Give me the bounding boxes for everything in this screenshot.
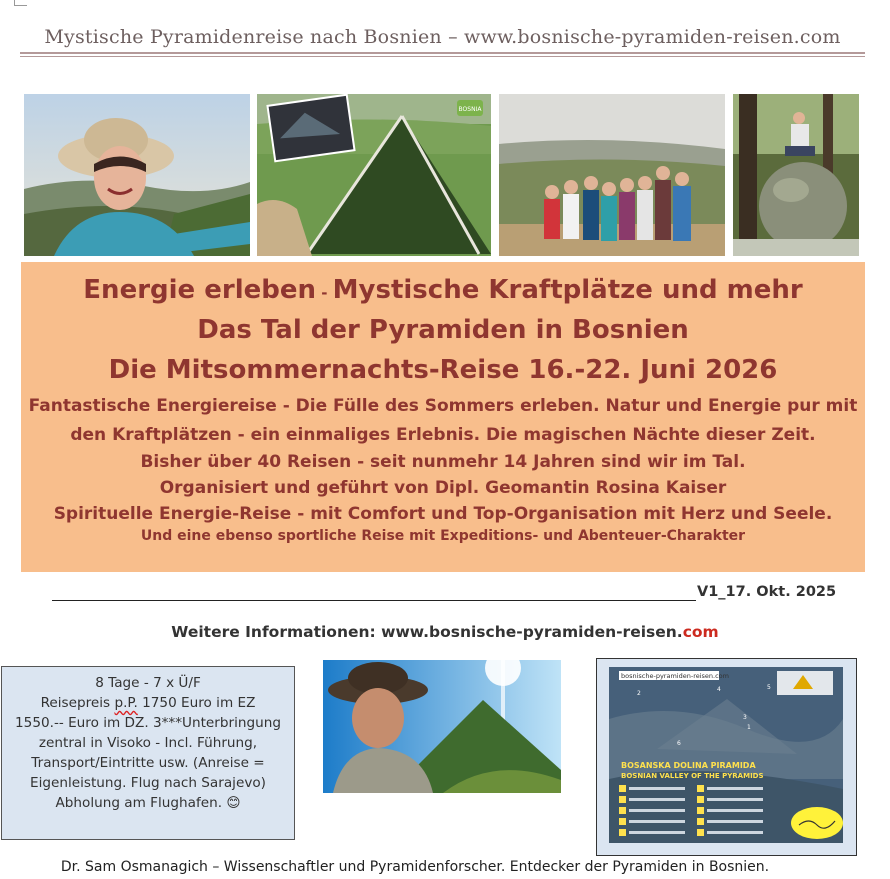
promo-headline-3: Die Mitsommernachts-Reise 16.-22. Juni 2026 xyxy=(108,355,778,385)
price-duration: 8 Tage - 7 x Ü/F xyxy=(95,675,201,691)
photo-sam-osmanagich xyxy=(323,660,561,793)
price-flight: Eigenleistung. Flug nach Sarajevo) xyxy=(29,775,266,791)
more-info-tld: com xyxy=(682,623,719,641)
price-double-room: 1550.-- Euro im DZ. 3***Unterbringung xyxy=(15,715,281,731)
price-label: Reisepreis xyxy=(40,695,115,711)
price-location: zentral in Visoko - Incl. Führung, xyxy=(38,735,258,751)
promo-line-8: Spirituelle Energie-Reise - mit Comfort und Top-Organisation mit Herz und Seele. xyxy=(53,504,833,524)
headline-energy: Energie erleben xyxy=(83,275,316,305)
map-url: bosnische-pyramiden-reisen.com xyxy=(621,672,729,680)
map-title-bosnian: BOSANSKA DOLINA PIRAMIDA xyxy=(621,761,756,770)
promo-line-9: Und eine ebenso sportliche Reise mit Expeditions- und Abenteuer-Charakter xyxy=(140,528,746,544)
photo-caption: Dr. Sam Osmanagich – Wissenschaftler und Pyramidenforscher. Entdecker der Pyramiden in Bosnien. xyxy=(60,859,770,875)
photo-pyramid-aerial xyxy=(257,94,491,256)
photo-guide-selfie xyxy=(24,94,250,256)
price-single-room xyxy=(2,695,294,711)
photo-travel-group xyxy=(499,94,725,256)
more-info-line xyxy=(0,623,890,641)
map-marker: 5 xyxy=(767,684,771,691)
promo-line-4: Fantastische Energiereise - Die Fülle des Sommers erleben. Natur und Energie pur mit xyxy=(28,396,858,416)
photo-pyramid-valley-map xyxy=(596,658,857,856)
version-label: V1_17. Okt. 2025 xyxy=(697,584,837,600)
page-header xyxy=(20,18,865,58)
map-marker: 1 xyxy=(747,724,751,731)
promo-line-7: Organisiert und geführt von Dipl. Geomantin Rosina Kaiser xyxy=(159,478,727,498)
promo-line-5: den Kraftplätzen - ein einmaliges Erlebnis. Die magischen Nächte dieser Zeit. xyxy=(70,425,816,445)
header-rule xyxy=(20,52,865,54)
promo-box xyxy=(21,262,865,572)
promo-headline-1 xyxy=(21,275,865,305)
price-single-value: 1750 Euro im EZ xyxy=(137,695,256,711)
promo-line-6: Bisher über 40 Reisen - seit nunmehr 14 Jahren sind wir im Tal. xyxy=(140,452,746,472)
version-row xyxy=(52,583,852,607)
map-title-english: BOSNIAN VALLEY OF THE PYRAMIDS xyxy=(621,772,764,780)
map-marker: 2 xyxy=(637,690,641,697)
map-marker: 4 xyxy=(717,686,721,693)
page-corner-mark xyxy=(14,0,27,6)
more-info-text: Weitere Informationen: www.bosnische-pyramiden-reisen. xyxy=(171,623,683,641)
map-marker: 6 xyxy=(677,740,681,747)
price-pickup: Abholung am Flughafen. 😊 xyxy=(55,795,241,811)
price-box xyxy=(1,666,295,840)
price-per-person: p.P. xyxy=(114,695,138,711)
version-underline xyxy=(52,600,696,601)
headline-places: Mystische Kraftplätze und mehr xyxy=(332,275,803,305)
photo-stone-sphere xyxy=(733,94,859,256)
header-rule-thin xyxy=(20,56,865,57)
photo-badge-text: BOSNIA xyxy=(458,106,482,113)
map-marker: 3 xyxy=(743,714,747,721)
promo-headline-2: Das Tal der Pyramiden in Bosnien xyxy=(197,315,689,345)
price-transport: Transport/Eintritte usw. (Anreise = xyxy=(31,755,265,771)
header-title: Mystische Pyramidenreise nach Bosnien – www.bosnische-pyramiden-reisen.com xyxy=(44,26,841,48)
headline-separator: - xyxy=(316,284,333,302)
